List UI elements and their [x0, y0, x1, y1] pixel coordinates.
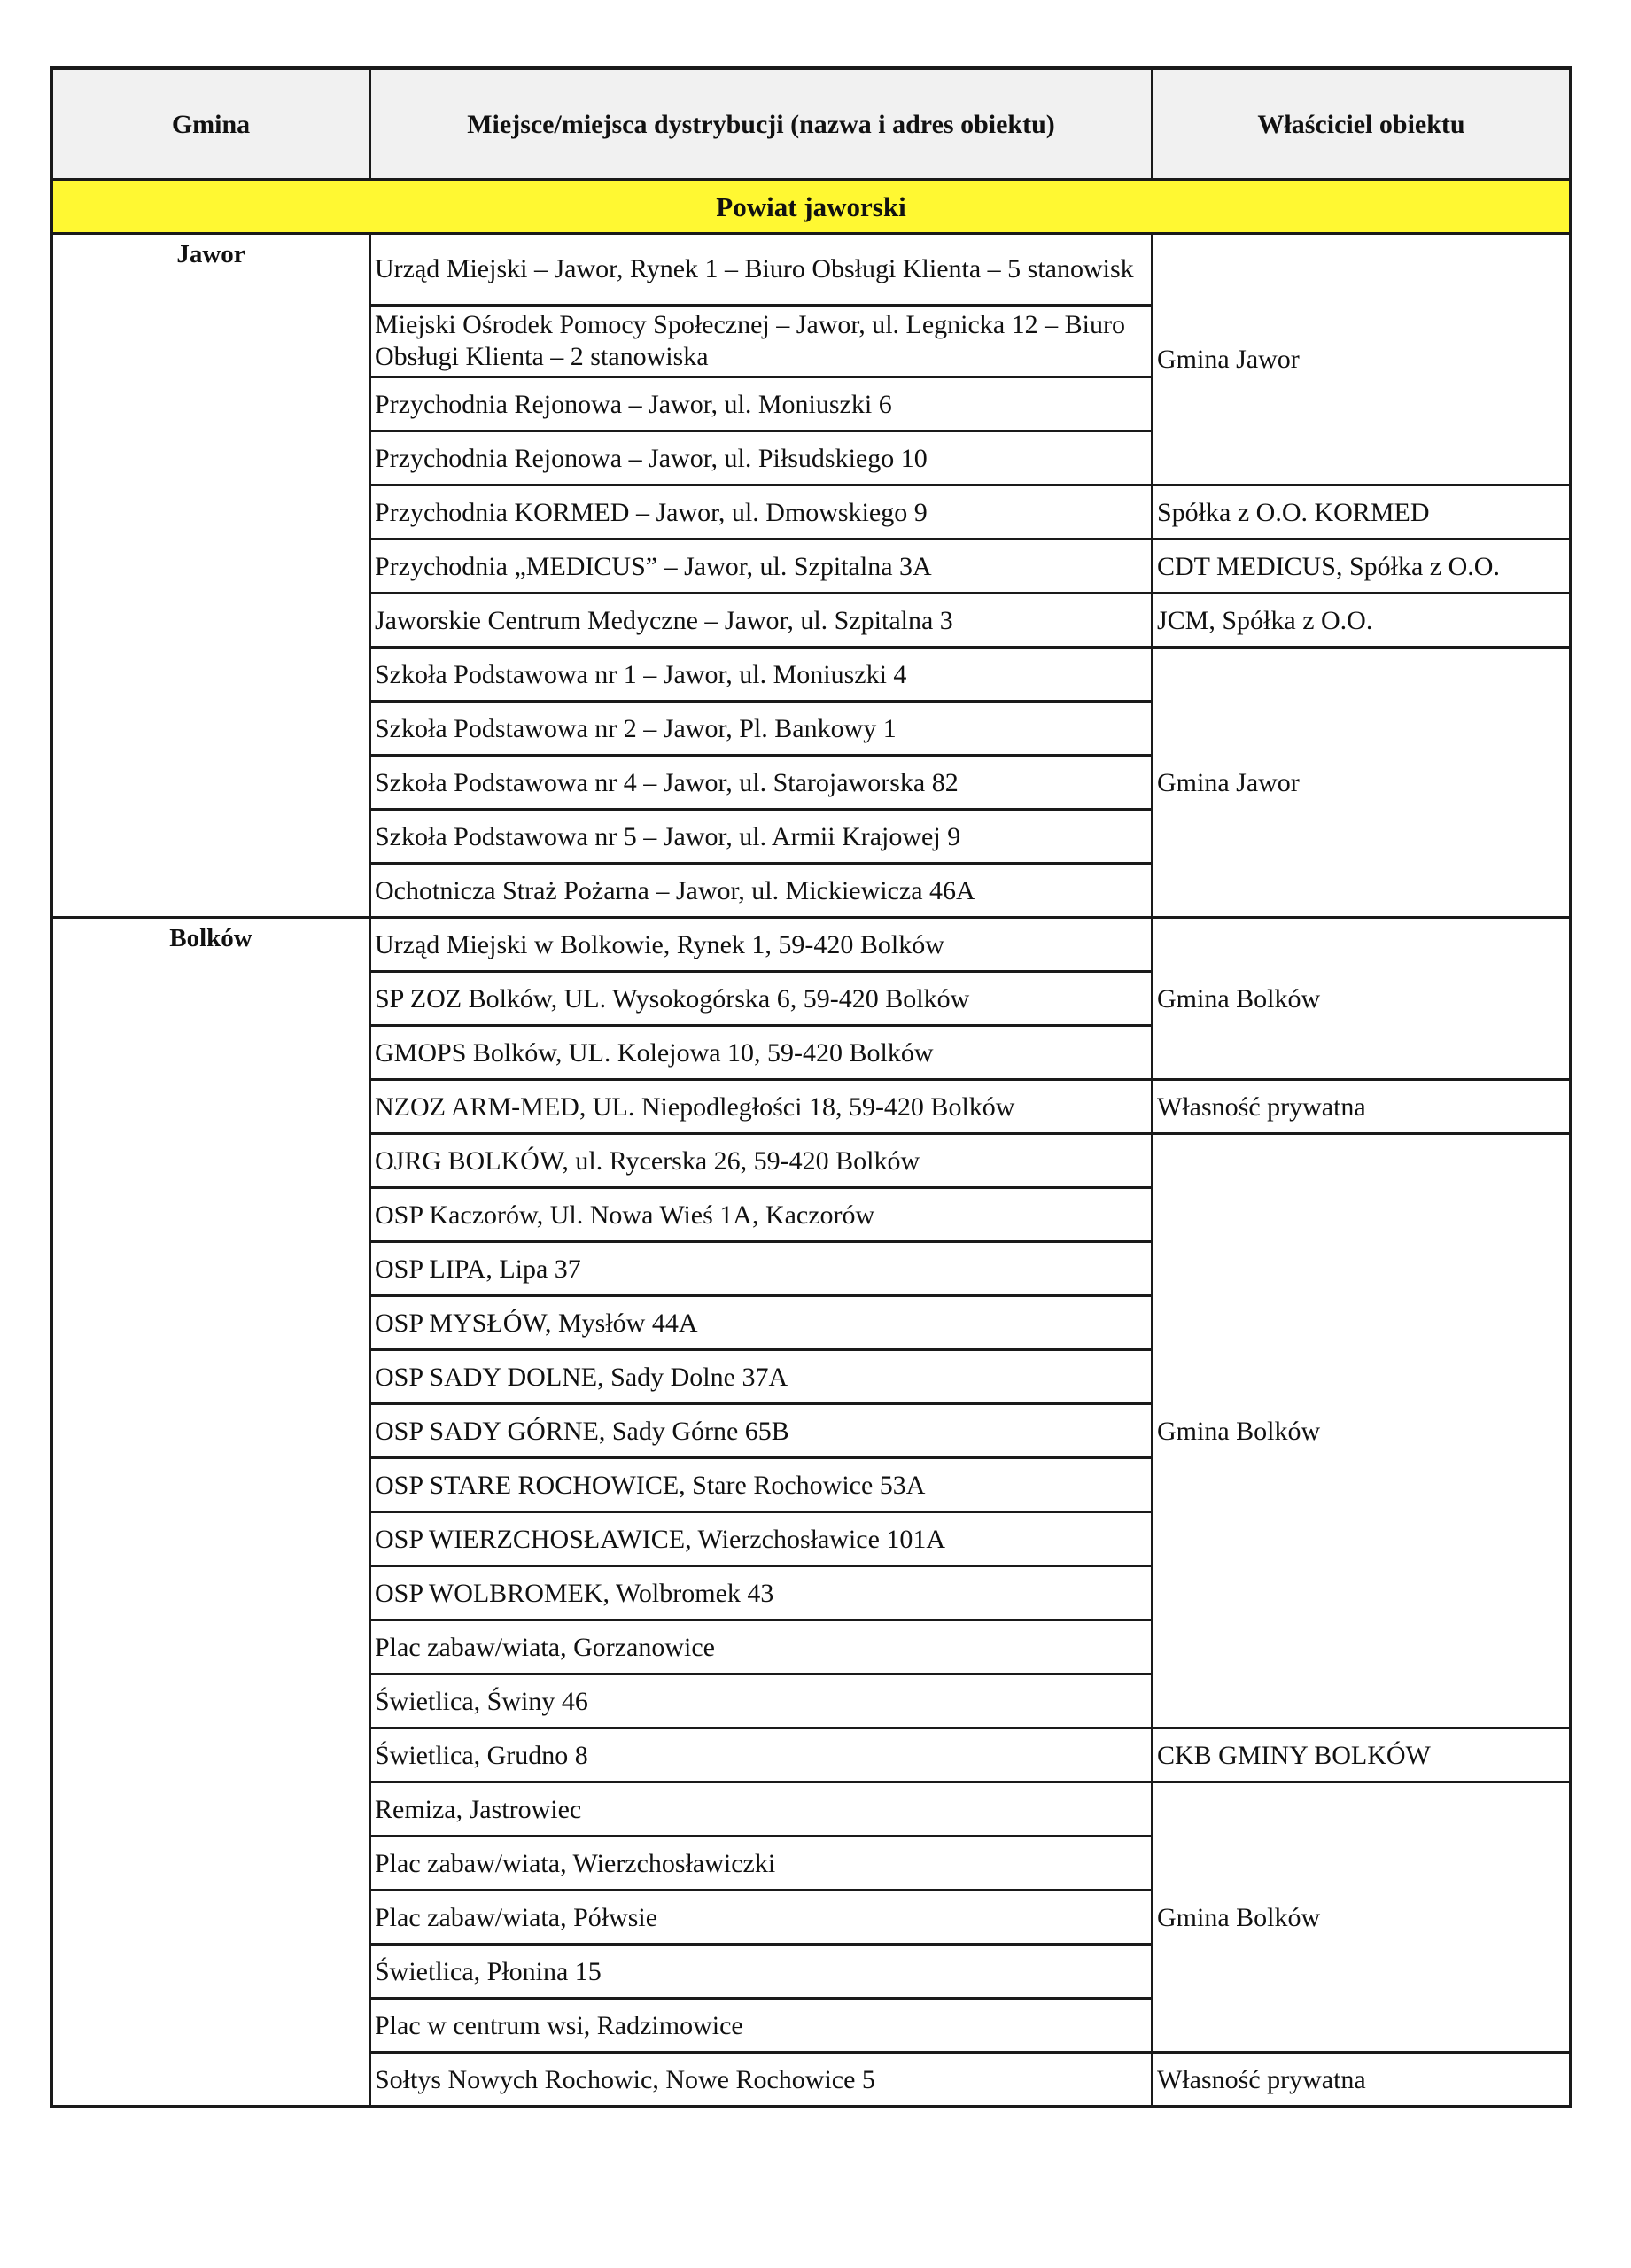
header-place: Miejsce/miejsca dystrybucji (nazwa i adres obiektu) [370, 68, 1153, 180]
distribution-table [50, 66, 1572, 2108]
owner-cell: CDT MEDICUS, Spółka z O.O. [1153, 540, 1571, 594]
place-cell: Jaworskie Centrum Medyczne – Jawor, ul. Szpitalna 3 [370, 594, 1153, 648]
place-cell: OJRG BOLKÓW, ul. Rycerska 26, 59-420 Bolków [370, 1134, 1153, 1188]
header-owner: Właściciel obiektu [1153, 68, 1571, 180]
place-cell: Świetlica, Świny 46 [370, 1674, 1153, 1728]
owner-cell: Własność prywatna [1153, 2053, 1571, 2107]
place-cell: Szkoła Podstawowa nr 2 – Jawor, Pl. Bankowy 1 [370, 702, 1153, 756]
place-cell: Przychodnia KORMED – Jawor, ul. Dmowskiego 9 [370, 485, 1153, 540]
section-row [52, 180, 1571, 234]
section-title: Powiat jaworski [52, 180, 1571, 234]
place-cell: OSP STARE ROCHOWICE, Stare Rochowice 53A [370, 1458, 1153, 1512]
table-row [52, 234, 1571, 306]
place-cell: Ochotnicza Straż Pożarna – Jawor, ul. Mickiewicza 46A [370, 864, 1153, 918]
place-cell: Szkoła Podstawowa nr 4 – Jawor, ul. Starojaworska 82 [370, 756, 1153, 810]
owner-cell: Gmina Jawor [1153, 234, 1571, 485]
place-cell: Szkoła Podstawowa nr 5 – Jawor, ul. Armii Krajowej 9 [370, 810, 1153, 864]
place-cell: OSP SADY GÓRNE, Sady Górne 65B [370, 1404, 1153, 1458]
gmina-cell: Bolków [52, 918, 370, 2107]
owner-cell: Gmina Bolków [1153, 918, 1571, 1080]
place-cell: Świetlica, Grudno 8 [370, 1728, 1153, 1783]
place-cell: Plac zabaw/wiata, Półwsie [370, 1891, 1153, 1945]
place-cell: Szkoła Podstawowa nr 1 – Jawor, ul. Moniuszki 4 [370, 648, 1153, 702]
place-cell: OSP WIERZCHOSŁAWICE, Wierzchosławice 101A [370, 1512, 1153, 1566]
owner-cell: JCM, Spółka z O.O. [1153, 594, 1571, 648]
place-cell: Plac w centrum wsi, Radzimowice [370, 1999, 1153, 2053]
owner-cell: Gmina Jawor [1153, 648, 1571, 918]
place-cell: Świetlica, Płonina 15 [370, 1945, 1153, 1999]
place-cell: Przychodnia Rejonowa – Jawor, ul. Piłsudskiego 10 [370, 431, 1153, 485]
owner-cell: CKB GMINY BOLKÓW [1153, 1728, 1571, 1783]
header-gmina: Gmina [52, 68, 370, 180]
place-cell: OSP LIPA, Lipa 37 [370, 1242, 1153, 1296]
place-cell: OSP WOLBROMEK, Wolbromek 43 [370, 1566, 1153, 1620]
place-cell: OSP Kaczorów, Ul. Nowa Wieś 1A, Kaczorów [370, 1188, 1153, 1242]
place-cell: Plac zabaw/wiata, Wierzchosławiczki [370, 1837, 1153, 1891]
place-cell: NZOZ ARM-MED, UL. Niepodległości 18, 59-420 Bolków [370, 1080, 1153, 1134]
table-row [52, 918, 1571, 972]
owner-cell: Gmina Bolków [1153, 1134, 1571, 1728]
owner-cell: Własność prywatna [1153, 1080, 1571, 1134]
place-cell: OSP SADY DOLNE, Sady Dolne 37A [370, 1350, 1153, 1404]
place-cell: Przychodnia „MEDICUS” – Jawor, ul. Szpitalna 3A [370, 540, 1153, 594]
owner-cell: Spółka z O.O. KORMED [1153, 485, 1571, 540]
place-cell: Urząd Miejski w Bolkowie, Rynek 1, 59-420 Bolków [370, 918, 1153, 972]
table-header-row [52, 68, 1571, 180]
place-cell: Remiza, Jastrowiec [370, 1783, 1153, 1837]
owner-cell: Gmina Bolków [1153, 1783, 1571, 2053]
place-cell: SP ZOZ Bolków, UL. Wysokogórska 6, 59-420 Bolków [370, 972, 1153, 1026]
place-cell: GMOPS Bolków, UL. Kolejowa 10, 59-420 Bolków [370, 1026, 1153, 1080]
gmina-cell: Jawor [52, 234, 370, 918]
place-cell: OSP MYSŁÓW, Mysłów 44A [370, 1296, 1153, 1350]
place-cell: Urząd Miejski – Jawor, Rynek 1 – Biuro Obsługi Klienta – 5 stanowisk [370, 234, 1153, 306]
place-cell: Przychodnia Rejonowa – Jawor, ul. Moniuszki 6 [370, 377, 1153, 431]
place-cell: Sołtys Nowych Rochowic, Nowe Rochowice 5 [370, 2053, 1153, 2107]
place-cell: Plac zabaw/wiata, Gorzanowice [370, 1620, 1153, 1674]
place-cell: Miejski Ośrodek Pomocy Społecznej – Jawor, ul. Legnicka 12 – Biuro Obsługi Klienta – 2 stanowiska [370, 306, 1153, 377]
